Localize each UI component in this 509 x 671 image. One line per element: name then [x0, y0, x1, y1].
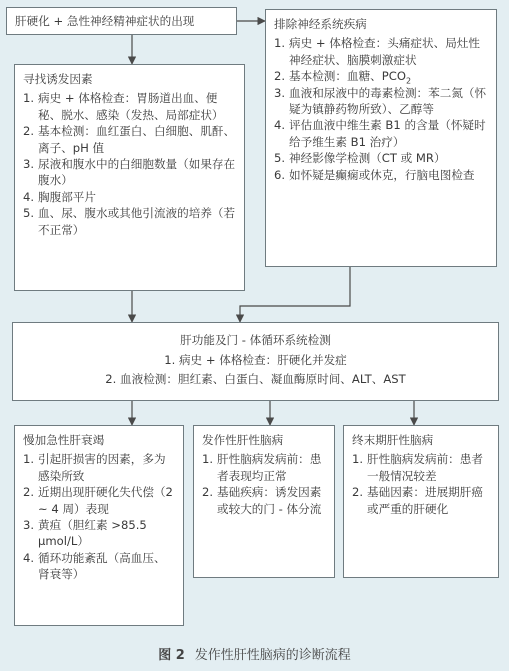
list-item: 6. 如怀疑是癫痫或休克，行脑电图检查 — [274, 167, 475, 182]
end-stage-he-box — [343, 425, 499, 578]
list-item: 1. 肝性脑病发病前：患者表现均正常 — [202, 452, 322, 483]
list-item: 5. 神经影像学检测（CT 或 MR） — [274, 151, 446, 166]
liver-function-line: 1. 病史 + 体格检查：肝硬化并发症 — [164, 353, 347, 368]
list-item: 2. 基础疾病：诱发因素或较大的门 - 体分流 — [202, 485, 322, 516]
acute-on-chronic-box — [14, 425, 184, 626]
end-stage-he-title: 终末期肝性脑病 — [352, 433, 434, 447]
top-box — [6, 7, 237, 35]
figure-label: 图 2 — [158, 648, 185, 663]
list-item: 2. 基本检测：血红蛋白、白细胞、肌酐、离子、pH 值 — [23, 124, 236, 155]
episodic-he-box — [193, 425, 335, 578]
list-item: 5. 血、尿、腹水或其他引流液的培养（若不正常） — [23, 206, 236, 237]
list-item: 4. 胸腹部平片 — [23, 189, 96, 204]
list-item: 1. 引起肝损害的因素，多为感染所致 — [23, 452, 166, 483]
list-item: 4. 评估血液中维生素 B1 的含量（怀疑时给予维生素 B1 治疗） — [274, 118, 486, 149]
exclude-neuro-box — [265, 9, 497, 267]
list-item: 1. 病史 + 体格检查：胃肠道出血、便秘、脱水、感染（发热、局部症状） — [23, 91, 224, 122]
figure-caption-text: 发作性肝性脑病的诊断流程 — [194, 648, 351, 663]
exclude-neuro-title: 排除神经系统疾病 — [274, 17, 367, 31]
top-box-title: 肝硬化 + 急性神经精神症状的出现 — [15, 14, 195, 28]
acute-on-chronic-title: 慢加急性肝衰竭 — [23, 433, 105, 447]
list-item: 2. 近期出现肝硬化失代偿（2 ~ 4 周）表现 — [23, 485, 173, 516]
trigger-factors-title: 寻找诱发因素 — [23, 72, 93, 86]
liver-function-box — [12, 322, 499, 401]
list-item: 3. 尿液和腹水中的白细胞数量（如果存在腹水） — [23, 157, 236, 188]
liver-function-title: 肝功能及门 - 体循环系统检测 — [180, 333, 331, 347]
arrow-right-to-middle — [240, 267, 350, 322]
trigger-factors-box — [14, 64, 245, 291]
list-item: 3. 血液和尿液中的毒素检测：苯二氮（怀疑为镇静药物所致）、乙醇等 — [274, 85, 487, 117]
list-item: 3. 黄疸（胆红素 >85.5 μmol/L） — [23, 518, 147, 549]
liver-function-line: 2. 血液检测：胆红素、白蛋白、凝血酶原时间、ALT、AST — [105, 371, 406, 386]
figure-caption — [0, 644, 509, 663]
list-item: 1. 肝性脑病发病前：患者一般情况较差 — [352, 452, 483, 483]
list-item: 2. 基本检测：血糖、$PCO_2$ — [274, 69, 412, 86]
list-item: 4. 循环功能紊乱（高血压、肾衰等） — [23, 550, 166, 582]
list-item: 1. 病史 + 体格检查：头痛症状、局灶性神经症状、脑膜刺激症状 — [274, 36, 480, 67]
episodic-he-title: 发作性肝性脑病 — [202, 433, 284, 447]
list-item: 2. 基础因素：进展期肝癌或严重的肝硬化 — [352, 485, 483, 516]
